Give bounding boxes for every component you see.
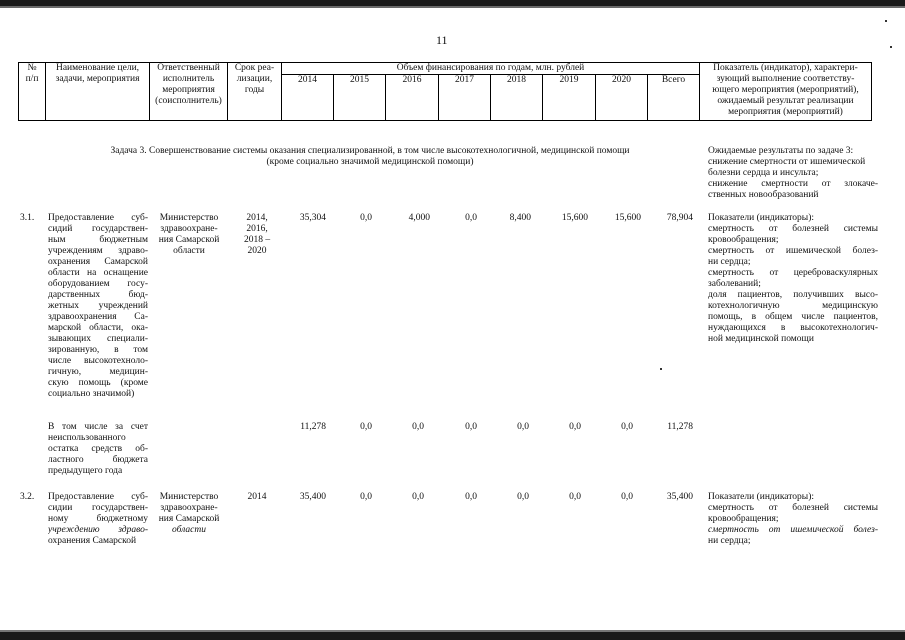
row-3-1-value-total: 78,904 bbox=[666, 213, 693, 223]
header-year-2014: 2014 bbox=[282, 75, 334, 121]
header-indicator: Показатель (индикатор), характери- зующий выполнение соответству- ющего мероприятия (мероприятий), ожидаемый результат реализации мероприятия (мероприятий) bbox=[700, 63, 872, 121]
scan-speck bbox=[890, 46, 892, 48]
row-3-1-responsible: Министерство здравоохране- ния Самарской области bbox=[158, 213, 220, 256]
row-3-1-term: 2014, 2016, 2018 – 2020 bbox=[243, 213, 271, 256]
scan-bottom-border bbox=[0, 632, 905, 640]
header-year-2018: 2018 bbox=[491, 75, 543, 121]
row-3-2-name: Предоставление суб- сидии государствен- ному бюджетному учреждению здраво- охранения Самарской bbox=[48, 492, 148, 546]
row-3-1-value-2014: 35,304 bbox=[299, 213, 326, 223]
row-3-1-name: Предоставление суб- сидий государствен- ным бюджетным учреждениям здраво- охранения Самарской области на оснащение оборудованием госу- дарственных бюд- жетных учреждений здравоохранения Са- марской области, ока- зывающих специали- зированную, в том числе высокотехноло- гичную, медицин- скую помощь (кроме социально значимой) bbox=[48, 213, 148, 399]
row-3-2-value-2017: 0,0 bbox=[465, 492, 477, 502]
header-year-2019: 2019 bbox=[543, 75, 596, 121]
row-3-1-sub-value-2020: 0,0 bbox=[621, 422, 633, 432]
row-3-1-number: 3.1. bbox=[20, 213, 35, 223]
row-3-1-value-2018: 8,400 bbox=[509, 213, 531, 223]
row-3-1-value-2020: 15,600 bbox=[614, 213, 641, 223]
row-3-1-value-2019: 15,600 bbox=[561, 213, 588, 223]
scan-top-border-shadow bbox=[0, 6, 905, 8]
row-3-2-value-2019: 0,0 bbox=[569, 492, 581, 502]
table-header bbox=[18, 62, 872, 121]
row-3-2-value-2016: 0,0 bbox=[412, 492, 424, 502]
header-responsible: Ответственный исполнитель мероприятия (соисполнитель) bbox=[150, 63, 228, 121]
task-3-expected-results: Ожидаемые результаты по задаче 3: снижение смертности от ишемической болезни сердца и инсульта; снижение смертности от злокаче- ственных новообразований bbox=[708, 146, 878, 200]
row-3-1-sub-value-2015: 0,0 bbox=[360, 422, 372, 432]
scan-speck bbox=[885, 20, 887, 22]
header-year-2017: 2017 bbox=[439, 75, 491, 121]
header-year-2016: 2016 bbox=[386, 75, 439, 121]
header-term: Срок реа- лизации, годы bbox=[228, 63, 282, 121]
page-number: 11 bbox=[436, 33, 448, 47]
row-3-1-value-2015: 0,0 bbox=[360, 213, 372, 223]
row-3-1-sub-name: В том числе за счет неиспользованного остатка средств об- ластного бюджета предыдущего года bbox=[48, 422, 148, 476]
row-3-2-value-2018: 0,0 bbox=[517, 492, 529, 502]
row-3-2-value-2015: 0,0 bbox=[360, 492, 372, 502]
row-3-2-number: 3.2. bbox=[20, 492, 35, 502]
row-3-1-value-2017: 0,0 bbox=[465, 213, 477, 223]
scan-speck bbox=[660, 368, 662, 370]
header-funding: Объем финансирования по годам, млн. рублей bbox=[282, 63, 700, 75]
row-3-2-value-total: 35,400 bbox=[666, 492, 693, 502]
row-3-1-sub-value-total: 11,278 bbox=[667, 422, 693, 432]
header-name: Наименование цели, задачи, мероприятия bbox=[46, 63, 150, 121]
header-year-2020: 2020 bbox=[596, 75, 648, 121]
task-3-title: Задача 3. Совершенствование системы оказания специализированной, в том числе высокотехнологичной, медицинской помощи (кроме социально значимой медицинской помощи) bbox=[110, 146, 630, 167]
row-3-2-value-2014: 35,400 bbox=[299, 492, 326, 502]
row-3-1-sub-value-2018: 0,0 bbox=[517, 422, 529, 432]
row-3-1-sub-value-2017: 0,0 bbox=[465, 422, 477, 432]
row-3-1-sub-value-2016: 0,0 bbox=[412, 422, 424, 432]
row-3-1-sub-value-2019: 0,0 bbox=[569, 422, 581, 432]
row-3-1-sub-value-2014: 11,278 bbox=[300, 422, 326, 432]
header-year-2015: 2015 bbox=[334, 75, 386, 121]
header-total: Всего bbox=[648, 75, 700, 121]
row-3-2-responsible: Министерство здравоохране- ния Самарской области bbox=[158, 492, 220, 535]
row-3-2-term: 2014 bbox=[247, 492, 267, 502]
row-3-2-value-2020: 0,0 bbox=[621, 492, 633, 502]
header-number: № п/п bbox=[19, 63, 46, 121]
row-3-2-indicators: Показатели (индикаторы): смертность от болезней системы кровообращения; смертность от ишемической болез- ни сердца; bbox=[708, 492, 878, 546]
row-3-1-indicators: Показатели (индикаторы): смертность от болезней системы кровообращения; смертность от ишемической болез- ни сердца; смертность от цереброваскулярных заболеваний; доля пациентов, получивших высо- котехнологичную медицинскую помощь, в общем числе пациентов, нуждающихся в высокотехнологич- ной медицинской помощи bbox=[708, 213, 878, 344]
row-3-1-value-2016: 4,000 bbox=[408, 213, 430, 223]
